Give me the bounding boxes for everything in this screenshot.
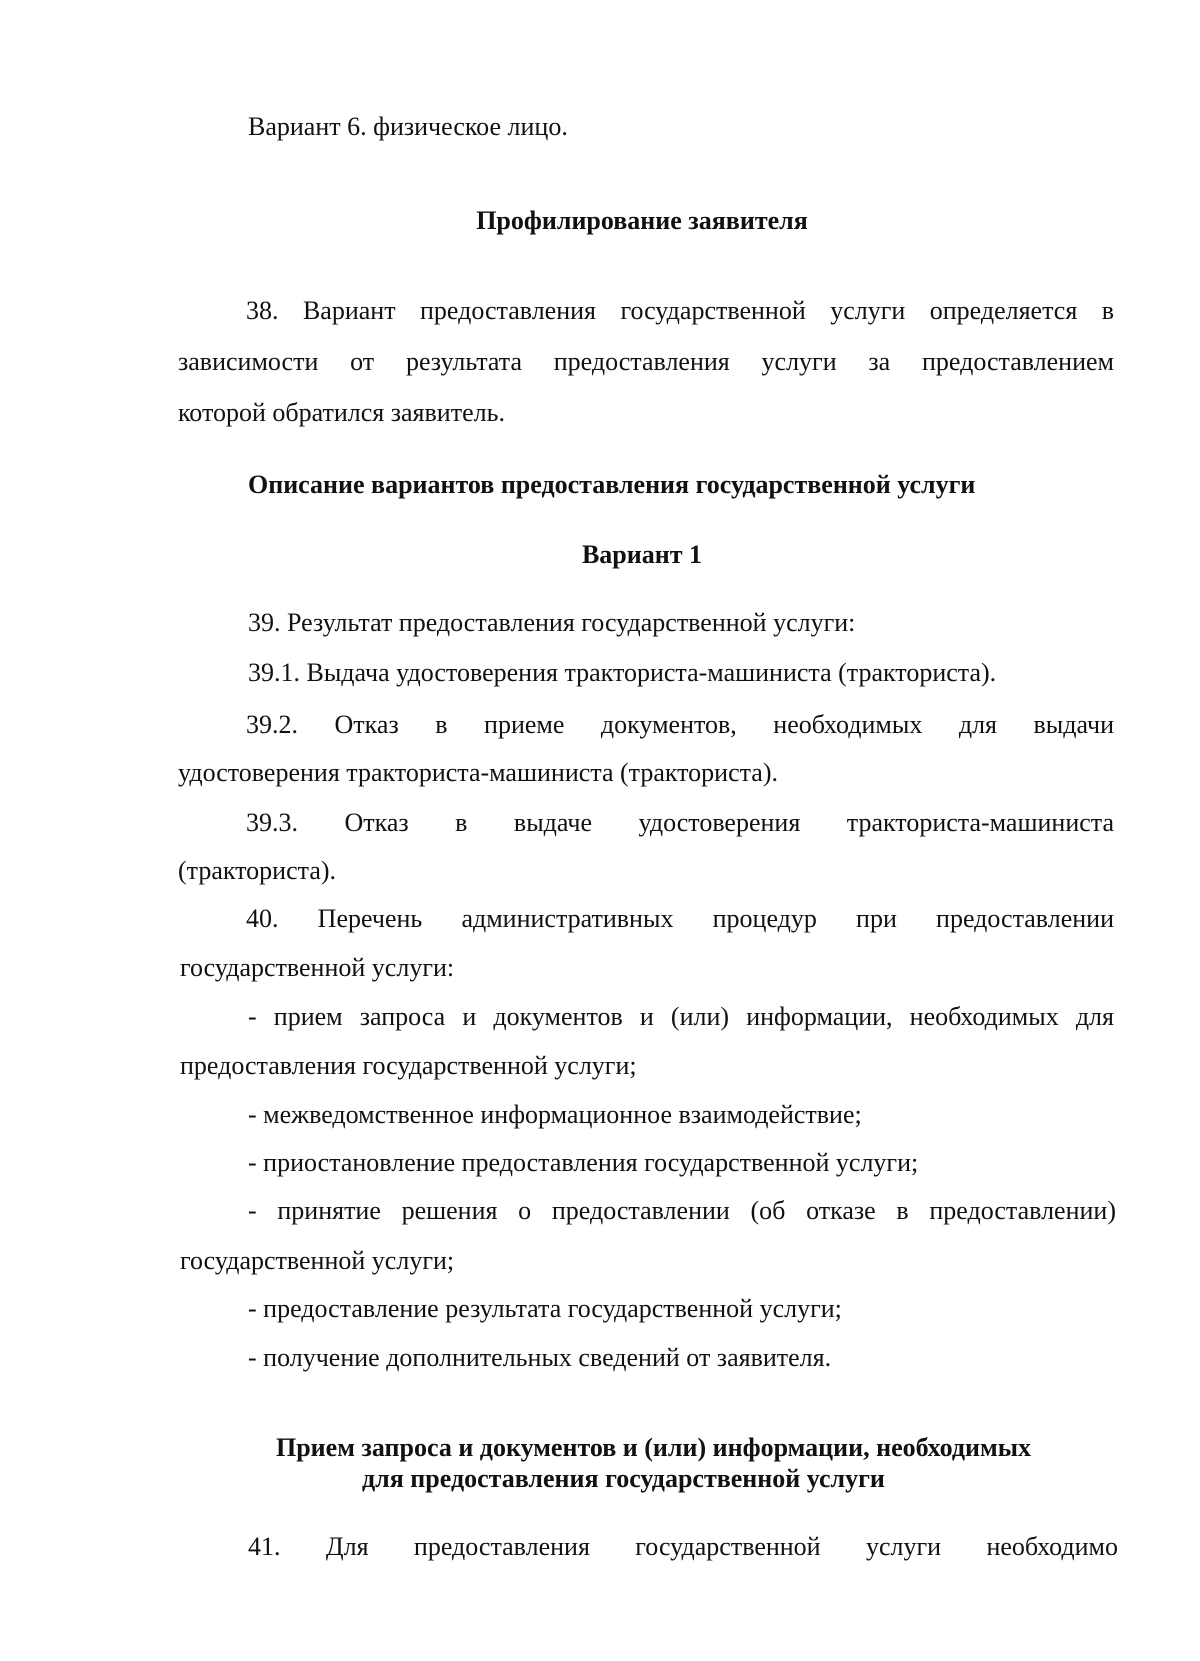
p39-1: 39.1. Выдача удостоверения тракториста-машиниста (тракториста). (248, 658, 997, 687)
heading-reception-line2: для предоставления государственной услуги (362, 1464, 885, 1493)
list-item1-line2: предоставления государственной услуги; (180, 1051, 637, 1080)
p39-3-line2: (тракториста). (178, 856, 337, 885)
p38-line2: зависимости от результата предоставления услуги за предоставлением (178, 347, 1114, 376)
p38-line3: которой обратился заявитель. (178, 398, 505, 427)
p39: 39. Результат предоставления государственной услуги: (248, 608, 856, 637)
list-item1-line1: - прием запроса и документов и (или) информации, необходимых для (248, 1002, 1114, 1031)
list-item6: - получение дополнительных сведений от заявителя. (248, 1343, 832, 1372)
list-item3: - приостановление предоставления государственной услуги; (248, 1148, 919, 1177)
p39-2-line1: 39.2. Отказ в приеме документов, необходимых для выдачи (246, 710, 1114, 739)
p40-line1: 40. Перечень административных процедур при предоставлении (246, 904, 1114, 933)
list-item4-line1: - принятие решения о предоставлении (об отказе в предоставлении) (248, 1196, 1116, 1225)
p38-line1: 38. Вариант предоставления государственной услуги определяется в (246, 296, 1114, 325)
p39-3-line1: 39.3. Отказ в выдаче удостоверения тракториста-машиниста (246, 808, 1114, 837)
heading-description: Описание вариантов предоставления государственной услуги (248, 470, 976, 499)
p39-2-line2: удостоверения тракториста-машиниста (тракториста). (178, 758, 779, 787)
heading-profiling: Профилирование заявителя (476, 206, 808, 235)
variant6-line: Вариант 6. физическое лицо. (248, 112, 568, 141)
p41-line1: 41. Для предоставления государственной услуги необходимо (248, 1532, 1118, 1561)
heading-variant1: Вариант 1 (581, 540, 703, 569)
list-item2: - межведомственное информационное взаимодействие; (248, 1100, 862, 1129)
heading-reception-line1: Прием запроса и документов и (или) информации, необходимых (276, 1433, 1032, 1462)
p40-line2: государственной услуги: (180, 953, 455, 982)
list-item5: - предоставление результата государственной услуги; (248, 1294, 842, 1323)
list-item4-line2: государственной услуги; (180, 1246, 455, 1275)
